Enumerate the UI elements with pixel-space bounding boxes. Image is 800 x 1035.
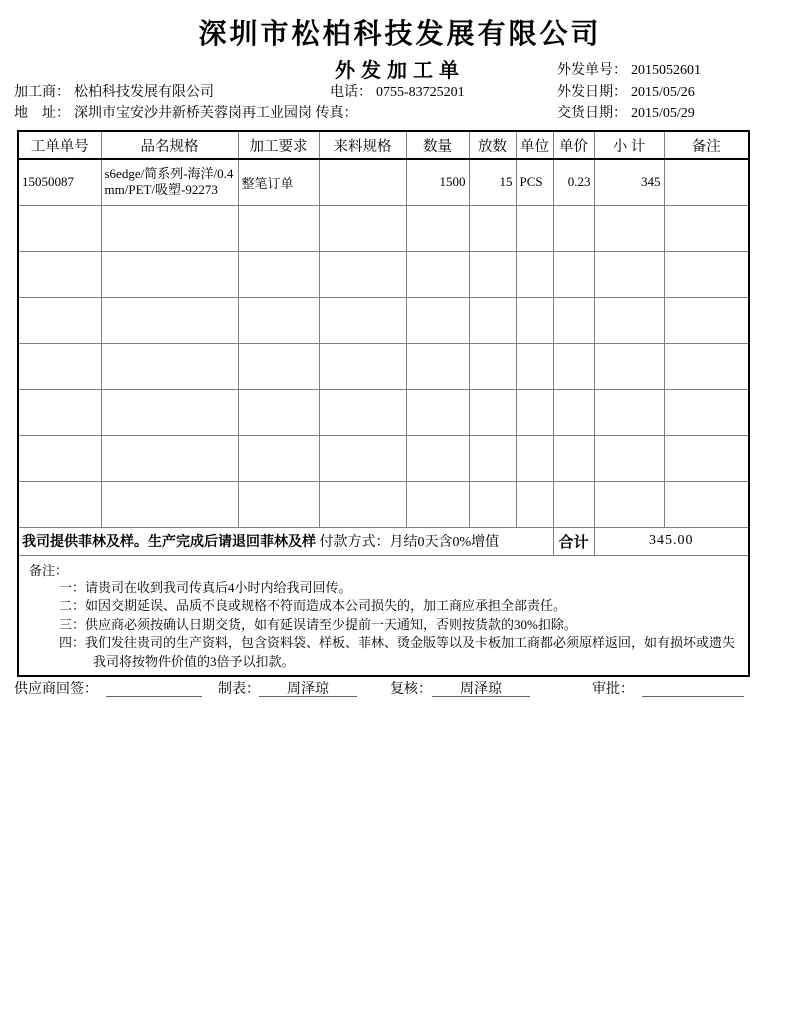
empty-cell [594, 297, 664, 343]
address-label: 地 址： [14, 106, 70, 121]
header-price: 单价 [553, 131, 594, 159]
empty-cell [101, 297, 238, 343]
empty-table-row [18, 481, 749, 527]
empty-cell [469, 205, 516, 251]
supplier-sign-label: 供应商回签： [14, 682, 98, 697]
empty-cell [238, 435, 319, 481]
empty-cell [469, 435, 516, 481]
issue-date-label: 外发日期： [557, 85, 627, 100]
empty-table-row [18, 297, 749, 343]
processor-value: 松柏科技发展有限公司 [74, 85, 214, 100]
empty-cell [101, 343, 238, 389]
empty-table-row [18, 251, 749, 297]
empty-cell [594, 251, 664, 297]
empty-cell [469, 343, 516, 389]
empty-cell [238, 205, 319, 251]
cell-order-id: 15050087 [18, 159, 101, 205]
empty-cell [101, 435, 238, 481]
empty-cell [594, 205, 664, 251]
empty-cell [516, 389, 553, 435]
cell-remark [664, 159, 749, 205]
empty-cell [553, 251, 594, 297]
order-number-line [557, 59, 701, 79]
empty-cell [516, 297, 553, 343]
empty-table-row [18, 205, 749, 251]
supplier-sign-line [106, 678, 202, 697]
empty-cell [101, 481, 238, 527]
empty-cell [664, 435, 749, 481]
header-allowance: 放数 [469, 131, 516, 159]
payment-terms: 付款方式：月结0天含0%增值 [319, 535, 500, 550]
order-table [17, 130, 750, 677]
empty-cell [319, 435, 406, 481]
empty-cell [469, 297, 516, 343]
order-number-label: 外发单号： [557, 63, 627, 78]
empty-cell [101, 389, 238, 435]
cell-allowance: 15 [469, 159, 516, 205]
cell-price: 0.23 [553, 159, 594, 205]
phone-value: 0755-83725201 [376, 85, 465, 100]
note-item-1: 一：请贵司在收到我司传真后4小时内给我司回传。 [59, 579, 352, 595]
note-item-2: 二：如因交期延误、品质不良或规格不符而造成本公司损失的，加工商应承担全部责任。 [59, 598, 567, 613]
delivery-date-line [557, 102, 695, 122]
empty-cell [594, 435, 664, 481]
empty-cell [406, 205, 469, 251]
summary-row [18, 527, 749, 555]
approved-sign-line [642, 678, 744, 697]
address-line [14, 102, 362, 122]
empty-cell [664, 343, 749, 389]
empty-cell [319, 251, 406, 297]
empty-cell [101, 205, 238, 251]
empty-cell [406, 297, 469, 343]
notes-row [18, 555, 749, 676]
table-header-row [18, 131, 749, 159]
processor-label: 加工商： [14, 85, 70, 100]
empty-cell [18, 481, 101, 527]
empty-cell [238, 297, 319, 343]
total-label: 合计 [553, 527, 594, 555]
empty-cell [553, 435, 594, 481]
phone-line [330, 81, 465, 101]
empty-cell [516, 205, 553, 251]
empty-cell [406, 481, 469, 527]
empty-cell [238, 251, 319, 297]
empty-cell [516, 343, 553, 389]
issue-date-value: 2015/05/26 [631, 85, 695, 100]
empty-cell [594, 343, 664, 389]
phone-label: 电话： [330, 85, 372, 100]
issue-date-line [557, 81, 695, 101]
empty-cell [664, 481, 749, 527]
empty-cell [469, 389, 516, 435]
table-row [18, 159, 749, 205]
empty-cell [319, 389, 406, 435]
empty-cell [18, 251, 101, 297]
prepared-label: 制表： [218, 682, 260, 697]
empty-cell [469, 251, 516, 297]
cell-unit: PCS [516, 159, 553, 205]
page-title: 外发加工单 [335, 60, 465, 82]
header-unit: 单位 [516, 131, 553, 159]
empty-table-row [18, 343, 749, 389]
empty-cell [553, 343, 594, 389]
header-material: 来料规格 [319, 131, 406, 159]
empty-cell [516, 251, 553, 297]
empty-table-row [18, 389, 749, 435]
empty-cell [469, 481, 516, 527]
note-item-4: 四：我们发往贵司的生产资料，包含资料袋、样板、菲林、烫金版等以及卡板加工商都必须原样返回，如有损坏或遗失我司将按物件价值的3倍予以扣款。 [59, 635, 736, 669]
empty-cell [406, 343, 469, 389]
approved-label: 审批： [592, 682, 634, 697]
empty-cell [406, 389, 469, 435]
empty-cell [553, 297, 594, 343]
company-title: 深圳市松柏科技发展有限公司 [198, 19, 602, 50]
header-requirement: 加工要求 [238, 131, 319, 159]
empty-cell [101, 251, 238, 297]
cell-product: s6edge/简系列-海洋/0.4mm/PET/吸塑-92273 [101, 159, 238, 205]
header-subtotal: 小 计 [594, 131, 664, 159]
summary-text-cell [18, 527, 553, 555]
reviewed-label: 复核： [390, 682, 432, 697]
empty-cell [664, 389, 749, 435]
empty-table-row [18, 435, 749, 481]
empty-cell [238, 481, 319, 527]
delivery-date-value: 2015/05/29 [631, 106, 695, 121]
processor-line [14, 81, 214, 101]
empty-cell [18, 343, 101, 389]
empty-cell [319, 205, 406, 251]
total-value: 345.00 [594, 527, 749, 555]
header-remark: 备注 [664, 131, 749, 159]
empty-cell [238, 389, 319, 435]
empty-cell [18, 205, 101, 251]
empty-cell [319, 297, 406, 343]
empty-cell [18, 297, 101, 343]
order-number-value: 2015052601 [631, 63, 701, 78]
empty-cell [516, 435, 553, 481]
empty-cell [594, 481, 664, 527]
empty-cell [319, 343, 406, 389]
empty-cell [406, 435, 469, 481]
empty-cell [553, 389, 594, 435]
empty-cell [319, 481, 406, 527]
empty-cell [664, 205, 749, 251]
empty-cell [406, 251, 469, 297]
fax-label: 传真： [315, 106, 358, 121]
cell-qty: 1500 [406, 159, 469, 205]
header-order-id: 工单单号 [18, 131, 101, 159]
empty-cell [594, 389, 664, 435]
delivery-date-label: 交货日期： [557, 106, 627, 121]
empty-cell [664, 251, 749, 297]
address-value: 深圳市宝安沙井新桥芙蓉岗再工业园岗 [74, 106, 312, 121]
cell-requirement: 整笔订单 [238, 159, 319, 205]
empty-cell [516, 481, 553, 527]
film-note: 我司提供菲林及样。生产完成后请退回菲林及样 [22, 535, 316, 550]
header-qty: 数量 [406, 131, 469, 159]
empty-cell [553, 481, 594, 527]
note-item-3: 三：供应商必须按确认日期交货，如有延误请至少提前一天通知，否则按货款的30%扣除。 [59, 616, 577, 632]
reviewed-by-name: 周泽琼 [432, 678, 530, 697]
cell-material [319, 159, 406, 205]
empty-cell [18, 389, 101, 435]
notes-label: 备注： [29, 562, 69, 578]
header-product: 品名规格 [101, 131, 238, 159]
empty-rows [18, 205, 749, 527]
cell-subtotal: 345 [594, 159, 664, 205]
empty-cell [18, 435, 101, 481]
empty-cell [553, 205, 594, 251]
empty-cell [664, 297, 749, 343]
prepared-by-name: 周泽琼 [259, 678, 357, 697]
notes-cell [18, 555, 749, 676]
empty-cell [238, 343, 319, 389]
